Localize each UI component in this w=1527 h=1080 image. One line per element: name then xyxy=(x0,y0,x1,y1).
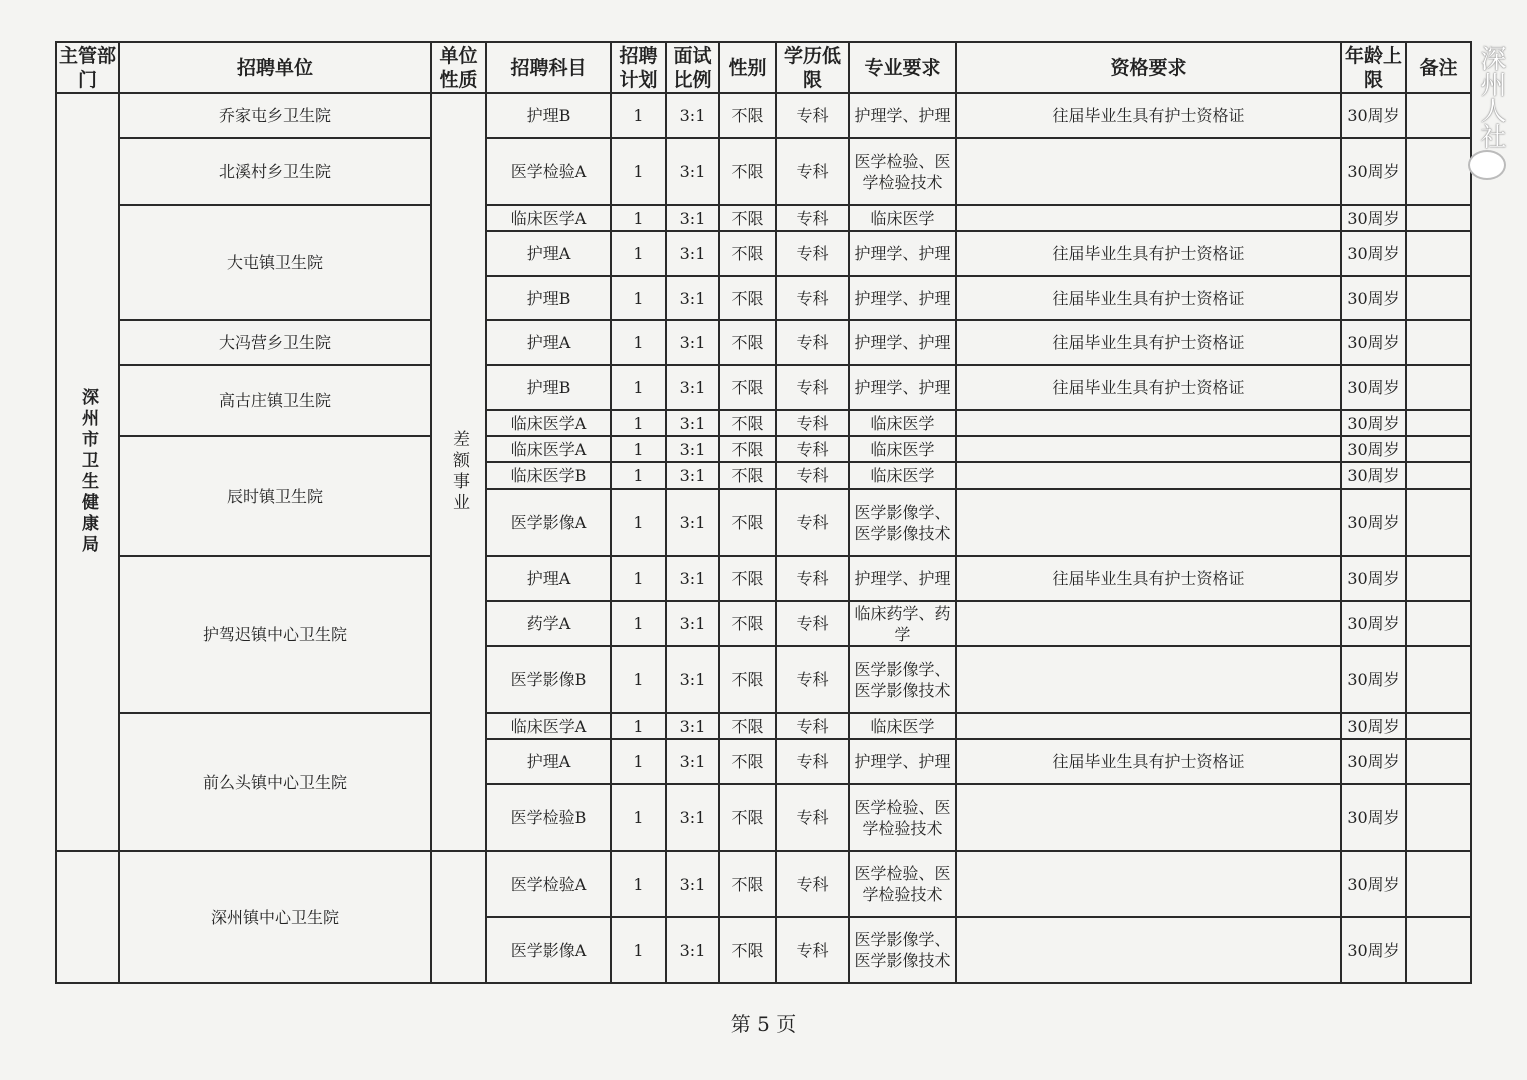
header-ratio: 面试比例 xyxy=(666,42,719,93)
cell-note xyxy=(1406,556,1471,601)
cell-age: 30周岁 xyxy=(1341,365,1406,410)
cell-note xyxy=(1406,205,1471,231)
cell-qual: 往届毕业生具有护士资格证 xyxy=(956,556,1341,601)
unit-nature-cell xyxy=(431,93,486,851)
cell-qual xyxy=(956,601,1341,646)
cell-edu: 专科 xyxy=(776,276,849,320)
cell-ratio: 3:1 xyxy=(666,365,719,410)
header-major: 专业要求 xyxy=(849,42,956,93)
department-cell xyxy=(56,93,119,851)
cell-ratio: 3:1 xyxy=(666,320,719,365)
cell-plan: 1 xyxy=(611,739,666,784)
unit-name: 乔家屯乡卫生院 xyxy=(119,93,431,138)
cell-major: 医学影像学、医学影像技术 xyxy=(849,489,956,556)
cell-major: 临床医学 xyxy=(849,205,956,231)
header-nature: 单位性质 xyxy=(431,42,486,93)
cell-gender: 不限 xyxy=(719,739,776,784)
cell-gender: 不限 xyxy=(719,320,776,365)
cell-subject: 临床医学A xyxy=(486,713,611,739)
cell-plan: 1 xyxy=(611,410,666,436)
cell-plan: 1 xyxy=(611,713,666,739)
header-dept: 主管部门 xyxy=(56,42,119,93)
cell-subject: 医学检验B xyxy=(486,784,611,851)
cell-gender: 不限 xyxy=(719,93,776,138)
cell-plan: 1 xyxy=(611,646,666,713)
header-row xyxy=(56,42,1471,93)
unit-name: 前么头镇中心卫生院 xyxy=(119,713,431,851)
cell-ratio: 3:1 xyxy=(666,646,719,713)
cell-major: 临床医学 xyxy=(849,436,956,462)
cell-ratio: 3:1 xyxy=(666,784,719,851)
cell-subject: 护理A xyxy=(486,739,611,784)
cell-plan: 1 xyxy=(611,601,666,646)
cell-ratio: 3:1 xyxy=(666,205,719,231)
cell-plan: 1 xyxy=(611,320,666,365)
cell-note xyxy=(1406,601,1471,646)
cell-edu: 专科 xyxy=(776,410,849,436)
cell-major: 临床药学、药学 xyxy=(849,601,956,646)
unit-name: 大冯营乡卫生院 xyxy=(119,320,431,365)
cell-note xyxy=(1406,231,1471,276)
cell-note xyxy=(1406,436,1471,462)
cell-plan: 1 xyxy=(611,784,666,851)
recruitment-table xyxy=(55,41,1472,984)
cell-note xyxy=(1406,784,1471,851)
cell-edu: 专科 xyxy=(776,365,849,410)
cell-gender: 不限 xyxy=(719,365,776,410)
cell-gender: 不限 xyxy=(719,556,776,601)
cell-major: 医学检验、医学检验技术 xyxy=(849,851,956,917)
unit-name: 护驾迟镇中心卫生院 xyxy=(119,556,431,713)
cell-qual xyxy=(956,784,1341,851)
cell-edu: 专科 xyxy=(776,646,849,713)
cell-gender: 不限 xyxy=(719,410,776,436)
cell-age: 30周岁 xyxy=(1341,917,1406,983)
cell-edu: 专科 xyxy=(776,93,849,138)
cell-subject: 临床医学A xyxy=(486,410,611,436)
cell-ratio: 3:1 xyxy=(666,93,719,138)
cell-subject: 护理A xyxy=(486,556,611,601)
cell-major: 护理学、护理 xyxy=(849,93,956,138)
cell-qual xyxy=(956,489,1341,556)
header-unit: 招聘单位 xyxy=(119,42,431,93)
cell-age: 30周岁 xyxy=(1341,436,1406,462)
cell-plan: 1 xyxy=(611,93,666,138)
cell-subject: 医学检验A xyxy=(486,138,611,205)
cell-subject: 临床医学A xyxy=(486,436,611,462)
cell-ratio: 3:1 xyxy=(666,462,719,489)
cell-major: 护理学、护理 xyxy=(849,231,956,276)
cell-qual xyxy=(956,462,1341,489)
cell-major: 医学检验、医学检验技术 xyxy=(849,784,956,851)
cell-note xyxy=(1406,646,1471,713)
unit-name: 北溪村乡卫生院 xyxy=(119,138,431,205)
unit-nature: 差额事业 xyxy=(449,430,469,514)
cell-edu: 专科 xyxy=(776,436,849,462)
cell-edu: 专科 xyxy=(776,231,849,276)
cell-major: 临床医学 xyxy=(849,462,956,489)
table-row xyxy=(56,365,1471,410)
cell-age: 30周岁 xyxy=(1341,410,1406,436)
cell-edu: 专科 xyxy=(776,556,849,601)
cell-ratio: 3:1 xyxy=(666,556,719,601)
unit-name: 高古庄镇卫生院 xyxy=(119,365,431,436)
cell-subject: 医学影像A xyxy=(486,917,611,983)
cell-plan: 1 xyxy=(611,205,666,231)
cell-qual xyxy=(956,436,1341,462)
cell-note xyxy=(1406,713,1471,739)
cell-edu: 专科 xyxy=(776,739,849,784)
cell-age: 30周岁 xyxy=(1341,205,1406,231)
cell-edu: 专科 xyxy=(776,784,849,851)
cell-gender: 不限 xyxy=(719,436,776,462)
table-row xyxy=(56,556,1471,601)
cell-qual: 往届毕业生具有护士资格证 xyxy=(956,231,1341,276)
table-row xyxy=(56,205,1471,231)
cell-gender: 不限 xyxy=(719,489,776,556)
cell-subject: 护理B xyxy=(486,365,611,410)
cell-plan: 1 xyxy=(611,436,666,462)
cell-subject: 临床医学A xyxy=(486,205,611,231)
cell-edu: 专科 xyxy=(776,138,849,205)
cell-ratio: 3:1 xyxy=(666,489,719,556)
cell-edu: 专科 xyxy=(776,205,849,231)
cell-qual: 往届毕业生具有护士资格证 xyxy=(956,276,1341,320)
cell-edu: 专科 xyxy=(776,601,849,646)
cell-qual xyxy=(956,917,1341,983)
cell-gender: 不限 xyxy=(719,713,776,739)
cell-qual xyxy=(956,646,1341,713)
cell-note xyxy=(1406,851,1471,917)
table-row xyxy=(56,713,1471,739)
cell-major: 医学检验、医学检验技术 xyxy=(849,138,956,205)
cell-note xyxy=(1406,739,1471,784)
cell-major: 医学影像学、医学影像技术 xyxy=(849,917,956,983)
page-number: 第 5 页 xyxy=(730,1012,797,1036)
cell-gender: 不限 xyxy=(719,138,776,205)
cell-gender: 不限 xyxy=(719,917,776,983)
cell-age: 30周岁 xyxy=(1341,276,1406,320)
cell-plan: 1 xyxy=(611,556,666,601)
cell-subject: 护理B xyxy=(486,276,611,320)
cell-note xyxy=(1406,489,1471,556)
cell-edu: 专科 xyxy=(776,462,849,489)
unit-name: 深州镇中心卫生院 xyxy=(119,851,431,983)
cell-gender: 不限 xyxy=(719,646,776,713)
header-age: 年龄上限 xyxy=(1341,42,1406,93)
cell-note xyxy=(1406,462,1471,489)
cell-ratio: 3:1 xyxy=(666,231,719,276)
cell-age: 30周岁 xyxy=(1341,462,1406,489)
header-plan: 招聘计划 xyxy=(611,42,666,93)
cell-age: 30周岁 xyxy=(1341,713,1406,739)
unit-name: 大屯镇卫生院 xyxy=(119,205,431,320)
cell-age: 30周岁 xyxy=(1341,93,1406,138)
cell-major: 护理学、护理 xyxy=(849,556,956,601)
cell-subject: 医学影像B xyxy=(486,646,611,713)
cell-subject: 药学A xyxy=(486,601,611,646)
cell-major: 临床医学 xyxy=(849,713,956,739)
cell-major: 护理学、护理 xyxy=(849,276,956,320)
table-row xyxy=(56,320,1471,365)
cell-ratio: 3:1 xyxy=(666,713,719,739)
cell-major: 医学影像学、医学影像技术 xyxy=(849,646,956,713)
cell-age: 30周岁 xyxy=(1341,138,1406,205)
cell-plan: 1 xyxy=(611,851,666,917)
cell-gender: 不限 xyxy=(719,601,776,646)
cell-gender: 不限 xyxy=(719,205,776,231)
cell-age: 30周岁 xyxy=(1341,739,1406,784)
table-row xyxy=(56,436,1471,462)
cell-subject: 临床医学B xyxy=(486,462,611,489)
cell-qual xyxy=(956,410,1341,436)
cell-plan: 1 xyxy=(611,365,666,410)
cell-subject: 医学影像A xyxy=(486,489,611,556)
cell-ratio: 3:1 xyxy=(666,601,719,646)
cell-ratio: 3:1 xyxy=(666,739,719,784)
header-gender: 性别 xyxy=(719,42,776,93)
cell-edu: 专科 xyxy=(776,917,849,983)
cell-age: 30周岁 xyxy=(1341,784,1406,851)
cell-ratio: 3:1 xyxy=(666,138,719,205)
cell-plan: 1 xyxy=(611,138,666,205)
cell-qual: 往届毕业生具有护士资格证 xyxy=(956,739,1341,784)
cell-age: 30周岁 xyxy=(1341,601,1406,646)
cell-note xyxy=(1406,93,1471,138)
cell-gender: 不限 xyxy=(719,276,776,320)
cell-plan: 1 xyxy=(611,276,666,320)
cell-age: 30周岁 xyxy=(1341,556,1406,601)
header-edu: 学历低限 xyxy=(776,42,849,93)
cell-age: 30周岁 xyxy=(1341,489,1406,556)
cell-age: 30周岁 xyxy=(1341,851,1406,917)
header-note: 备注 xyxy=(1406,42,1471,93)
cell-gender: 不限 xyxy=(719,851,776,917)
cell-ratio: 3:1 xyxy=(666,851,719,917)
cell-edu: 专科 xyxy=(776,489,849,556)
unit-name: 辰时镇卫生院 xyxy=(119,436,431,556)
cell-gender: 不限 xyxy=(719,784,776,851)
cell-subject: 护理B xyxy=(486,93,611,138)
cell-ratio: 3:1 xyxy=(666,917,719,983)
header-subject: 招聘科目 xyxy=(486,42,611,93)
cell-note xyxy=(1406,276,1471,320)
unit-nature-cell xyxy=(431,851,486,983)
cell-gender: 不限 xyxy=(719,231,776,276)
cell-gender: 不限 xyxy=(719,462,776,489)
cell-plan: 1 xyxy=(611,231,666,276)
table-row xyxy=(56,93,1471,138)
cell-plan: 1 xyxy=(611,917,666,983)
cell-ratio: 3:1 xyxy=(666,276,719,320)
table-row xyxy=(56,138,1471,205)
cell-qual xyxy=(956,138,1341,205)
cell-qual: 往届毕业生具有护士资格证 xyxy=(956,320,1341,365)
cell-note xyxy=(1406,365,1471,410)
table-row xyxy=(56,851,1471,917)
cell-age: 30周岁 xyxy=(1341,231,1406,276)
cell-plan: 1 xyxy=(611,462,666,489)
cell-qual: 往届毕业生具有护士资格证 xyxy=(956,93,1341,138)
cell-edu: 专科 xyxy=(776,851,849,917)
cell-qual xyxy=(956,205,1341,231)
cell-ratio: 3:1 xyxy=(666,436,719,462)
cell-note xyxy=(1406,138,1471,205)
cell-qual: 往届毕业生具有护士资格证 xyxy=(956,365,1341,410)
cell-major: 护理学、护理 xyxy=(849,320,956,365)
cell-age: 30周岁 xyxy=(1341,320,1406,365)
cell-age: 30周岁 xyxy=(1341,646,1406,713)
cell-major: 临床医学 xyxy=(849,410,956,436)
cell-qual xyxy=(956,713,1341,739)
department-cell xyxy=(56,851,119,983)
cell-ratio: 3:1 xyxy=(666,410,719,436)
department-name: 深州市卫生健康局 xyxy=(78,388,98,556)
cell-plan: 1 xyxy=(611,489,666,556)
cell-edu: 专科 xyxy=(776,713,849,739)
cell-subject: 医学检验A xyxy=(486,851,611,917)
cell-subject: 护理A xyxy=(486,320,611,365)
header-qual: 资格要求 xyxy=(956,42,1341,93)
cell-subject: 护理A xyxy=(486,231,611,276)
cell-note xyxy=(1406,410,1471,436)
cell-qual xyxy=(956,851,1341,917)
cell-note xyxy=(1406,320,1471,365)
cell-major: 护理学、护理 xyxy=(849,365,956,410)
cell-note xyxy=(1406,917,1471,983)
cell-major: 护理学、护理 xyxy=(849,739,956,784)
watermark: 深州人社 xyxy=(1476,45,1506,149)
cell-edu: 专科 xyxy=(776,320,849,365)
